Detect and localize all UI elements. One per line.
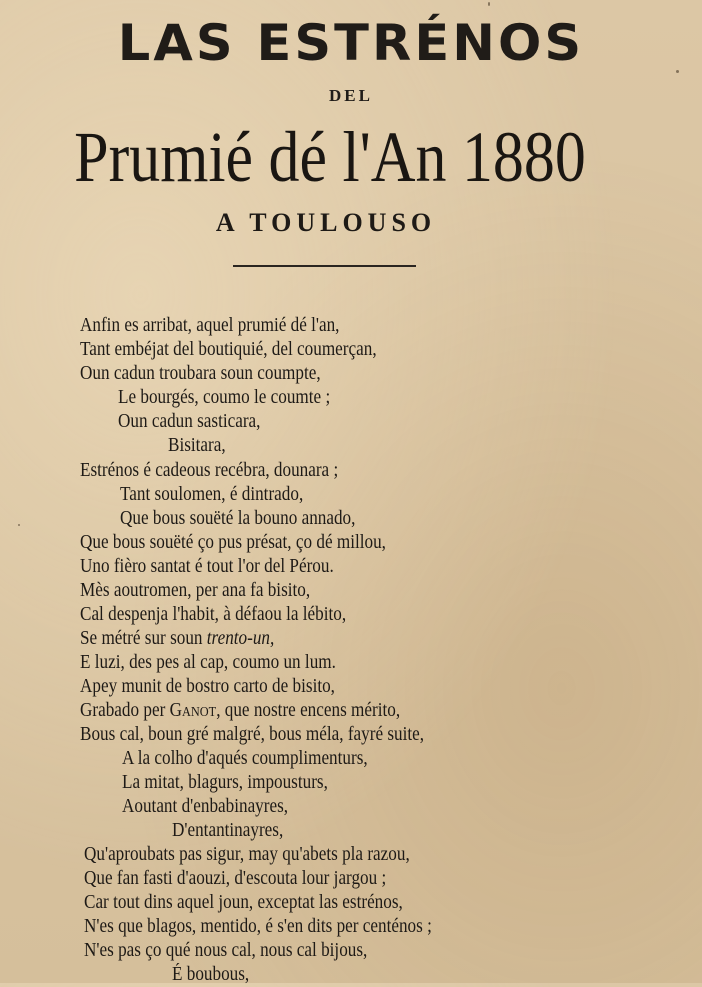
document-subtitle: Prumié dé l'An 1880 <box>74 117 586 197</box>
poem-line: É boubous, <box>172 964 250 985</box>
poem-line: N'es que blagos, mentido, é s'en dits per centénos ; <box>84 916 432 937</box>
engraver-name: Ganot <box>169 700 217 721</box>
poem-line: Bous cal, boun gré malgré, bous méla, fayré suite, <box>80 724 425 745</box>
poem-line: E luzi, des pes al cap, coumo un lum. <box>80 652 336 673</box>
poem-line: Oun cadun sasticara, <box>118 411 261 432</box>
poem-line: Uno fièro santat é tout l'or del Pérou. <box>80 556 334 577</box>
poem-line <box>80 627 274 651</box>
poem-line: Que bous souëté ço pus présat, ço dé millou, <box>80 532 386 553</box>
poem-line-text: Se métré sur soun <box>80 628 207 649</box>
document-place: A TOULOUSO <box>215 208 437 237</box>
poem-line-emphasis: trento-un, <box>206 628 275 649</box>
poem-line-text: , que nostre encens mérito, <box>216 700 401 721</box>
poem-line: Bisitara, <box>168 435 226 456</box>
poem-line: Que fan fasti d'aouzi, d'escouta lour jargou ; <box>84 868 387 889</box>
poem-line: Tant embéjat del boutiquié, del coumerçan, <box>80 339 377 360</box>
poem-line: Estrénos é cadeous recébra, dounara ; <box>80 460 339 481</box>
paper-speck <box>488 2 490 6</box>
paper-speck <box>676 70 679 73</box>
title-divider <box>233 265 416 267</box>
poem-line: Anfin es arribat, aquel prumié dé l'an, <box>80 315 340 336</box>
document-title: LAS ESTRÉNOS <box>117 14 585 72</box>
poem-line: Oun cadun troubara soun coumpte, <box>80 363 321 384</box>
poem-line <box>80 699 400 723</box>
poem-line: Tant soulomen, é dintrado, <box>120 484 304 505</box>
poem-line: Aoutant d'enbabinayres, <box>122 796 289 817</box>
paper-speck <box>18 524 20 526</box>
poem-line: D'entantinayres, <box>172 820 284 841</box>
poem-line: La mitat, blagurs, impousturs, <box>122 772 328 793</box>
poem-line: Apey munit de bostro carto de bisito, <box>80 676 335 697</box>
poem-line: Que bous souëté la bouno annado, <box>120 508 356 529</box>
poem-line: Mès aoutromen, per ana fa bisito, <box>80 580 311 601</box>
poem-line: N'es pas ço qué nous cal, nous cal bijous, <box>84 940 368 961</box>
poem-line-text: Grabado per <box>80 700 170 721</box>
poem-line: Car tout dins aquel joun, exceptat las estrénos, <box>84 892 403 913</box>
poem-line: Qu'aproubats pas sigur, may qu'abets pla razou, <box>84 844 410 865</box>
poem-line: A la colho d'aqués coumplimenturs, <box>122 748 368 769</box>
poem-line: Le bourgés, coumo le coumte ; <box>118 387 331 408</box>
poem-line: Cal despenja l'habit, à défaou la lébito, <box>80 604 347 625</box>
title-connector: DEL <box>329 86 373 105</box>
